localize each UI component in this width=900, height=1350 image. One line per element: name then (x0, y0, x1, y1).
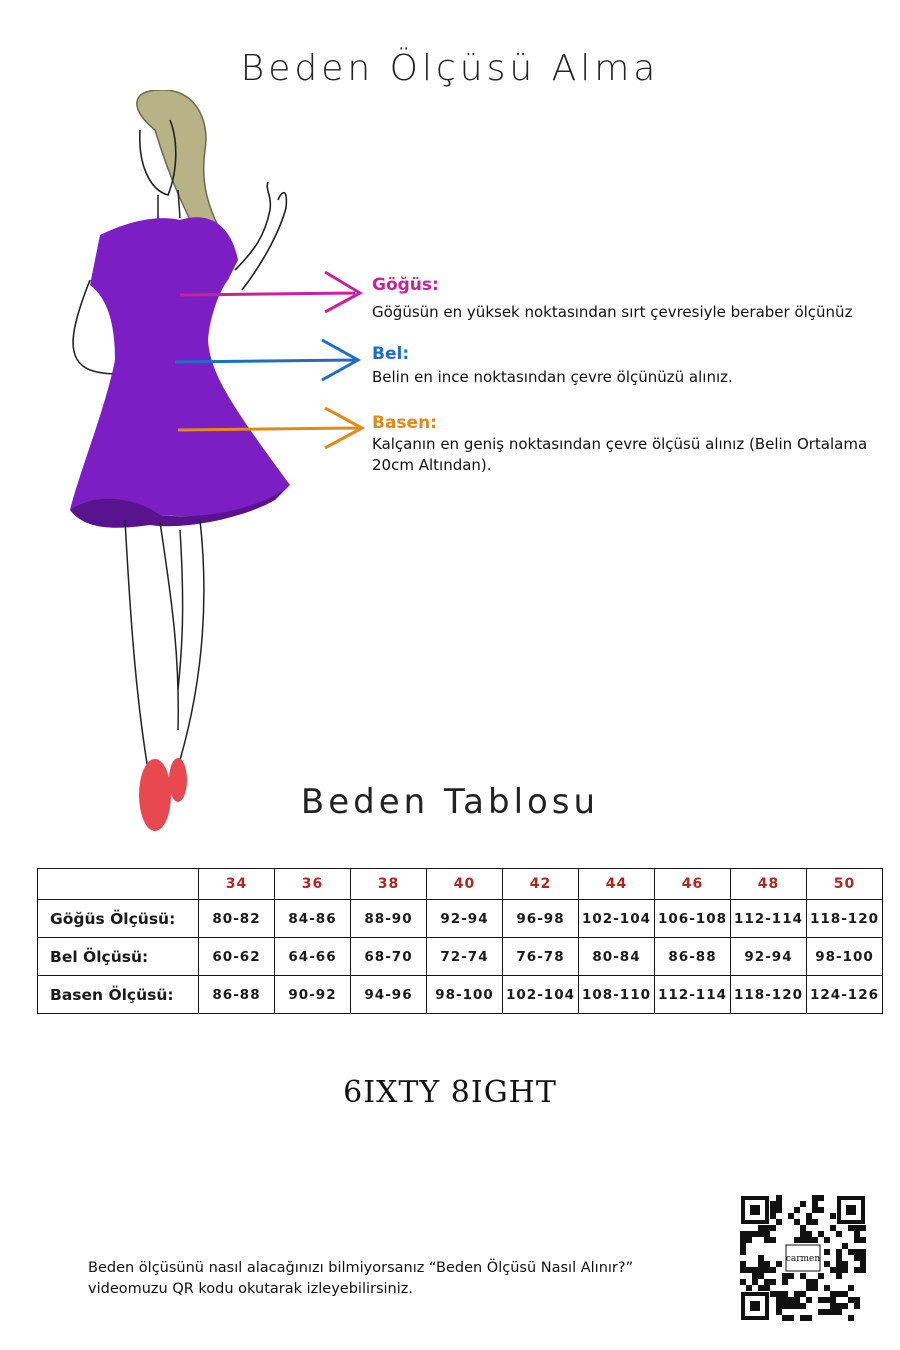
qr-module (764, 1267, 770, 1273)
qr-module (794, 1219, 800, 1225)
table-cell: 90-92 (275, 976, 351, 1014)
qr-module (800, 1237, 806, 1243)
qr-module (824, 1261, 830, 1267)
qr-module (752, 1279, 758, 1285)
table-cell: 60-62 (199, 938, 275, 976)
table-cell: 112-114 (655, 976, 731, 1014)
qr-module (848, 1249, 854, 1255)
qr-module (776, 1207, 782, 1213)
row-label: Bel Ölçüsü: (38, 938, 199, 976)
qr-module (788, 1297, 794, 1303)
qr-module (854, 1225, 860, 1231)
qr-module (842, 1243, 848, 1249)
qr-module (788, 1213, 794, 1219)
qr-module (830, 1291, 836, 1297)
qr-module (806, 1315, 812, 1321)
qr-module (836, 1273, 842, 1279)
qr-module (752, 1231, 758, 1237)
qr-module (788, 1315, 794, 1321)
qr-module (848, 1285, 854, 1291)
qr-module (758, 1267, 764, 1273)
qr-module (782, 1273, 788, 1279)
table-cell: 88-90 (351, 900, 427, 938)
qr-module (830, 1303, 836, 1309)
qr-module (836, 1267, 842, 1273)
page-title: Beden Ölçüsü Alma (240, 48, 660, 89)
qr-module (800, 1291, 806, 1297)
qr-module (740, 1267, 746, 1273)
qr-module (854, 1303, 860, 1309)
qr-module (764, 1231, 770, 1237)
qr-module (776, 1219, 782, 1225)
qr-module (776, 1309, 782, 1315)
qr-module (836, 1249, 842, 1255)
size-header-cell: 38 (351, 869, 427, 900)
table-row-hip (38, 976, 883, 1014)
qr-module (854, 1255, 860, 1261)
qr-module (746, 1285, 752, 1291)
qr-module (740, 1243, 746, 1249)
size-header-cell: 42 (503, 869, 579, 900)
row-label: Basen Ölçüsü: (38, 976, 199, 1014)
qr-module (836, 1231, 842, 1237)
footer-note (88, 1258, 688, 1300)
qr-module (830, 1225, 836, 1231)
table-cell: 96-98 (503, 900, 579, 938)
qr-module (800, 1231, 806, 1237)
qr-module (776, 1261, 782, 1267)
qr-module (776, 1303, 782, 1309)
table-cell: 108-110 (579, 976, 655, 1014)
qr-module (806, 1213, 812, 1219)
qr-module (770, 1225, 776, 1231)
qr-module (800, 1303, 806, 1309)
qr-module (824, 1249, 830, 1255)
table-cell: 102-104 (579, 900, 655, 938)
qr-module (806, 1231, 812, 1237)
row-label: Göğüs Ölçüsü: (38, 900, 199, 938)
qr-module (794, 1207, 800, 1213)
qr-module (800, 1201, 806, 1207)
qr-module (830, 1297, 836, 1303)
table-cell: 118-120 (807, 900, 883, 938)
qr-module (800, 1315, 806, 1321)
qr-module (854, 1297, 860, 1303)
qr-module (794, 1291, 800, 1297)
qr-module (752, 1273, 758, 1279)
qr-module (806, 1237, 812, 1243)
table-cell: 92-94 (427, 900, 503, 938)
qr-module (842, 1261, 848, 1267)
woman-illustration (60, 90, 380, 850)
qr-module (740, 1231, 746, 1237)
qr-module (800, 1273, 806, 1279)
qr-module (836, 1255, 842, 1261)
hip-description: Kalçanın en geniş noktasından çevre ölçüsü alınız (Belin Ortalama 20cm Altından). (372, 435, 868, 474)
size-header-cell: 34 (199, 869, 275, 900)
qr-module (848, 1297, 854, 1303)
size-table (37, 868, 883, 1014)
qr-module (770, 1267, 776, 1273)
qr-module (860, 1267, 866, 1273)
qr-module (740, 1249, 746, 1255)
qr-module (782, 1315, 788, 1321)
qr-module (776, 1297, 782, 1303)
hip-label: Basen: (372, 413, 437, 433)
qr-module (830, 1267, 836, 1273)
qr-module (776, 1291, 782, 1297)
qr-module (776, 1201, 782, 1207)
size-header-cell: 46 (655, 869, 731, 900)
qr-module (770, 1201, 776, 1207)
table-row-chest (38, 900, 883, 938)
table-row-waist (38, 938, 883, 976)
qr-module (818, 1309, 824, 1315)
qr-module (794, 1303, 800, 1309)
qr-module (770, 1279, 776, 1285)
hair-shape (137, 90, 220, 240)
table-cell: 112-114 (731, 900, 807, 938)
size-header-row (38, 869, 883, 900)
qr-module (860, 1249, 866, 1255)
qr-module (782, 1279, 788, 1285)
table-cell: 102-104 (503, 976, 579, 1014)
qr-module (830, 1213, 836, 1219)
qr-module (758, 1285, 764, 1291)
qr-module (848, 1315, 854, 1321)
qr-module (818, 1273, 824, 1279)
qr-code[interactable] (740, 1195, 866, 1321)
qr-module (770, 1213, 776, 1219)
qr-module (764, 1285, 770, 1291)
chest-description: Göğüsün en yüksek noktasından sırt çevresiyle beraber ölçünüz (372, 303, 853, 321)
qr-module (824, 1309, 830, 1315)
qr-module (830, 1309, 836, 1315)
qr-module (860, 1261, 866, 1267)
qr-module (842, 1267, 848, 1273)
qr-module (746, 1237, 752, 1243)
qr-module (770, 1237, 776, 1243)
qr-module (812, 1219, 818, 1225)
qr-module (746, 1231, 752, 1237)
qr-module (782, 1303, 788, 1309)
corner-cell (38, 869, 199, 900)
qr-module (758, 1225, 764, 1231)
qr-module (794, 1237, 800, 1243)
qr-module (818, 1231, 824, 1237)
qr-module (758, 1273, 764, 1279)
size-header-cell: 48 (731, 869, 807, 900)
qr-module (770, 1291, 776, 1297)
table-cell: 118-120 (731, 976, 807, 1014)
qr-module (782, 1297, 788, 1303)
waist-description: Belin en ince noktasından çevre ölçünüzü alınız. (372, 368, 733, 386)
qr-module (764, 1225, 770, 1231)
legs-outline (125, 520, 204, 770)
qr-module (818, 1297, 824, 1303)
qr-module (818, 1207, 824, 1213)
qr-module (806, 1297, 812, 1303)
table-cell: 92-94 (731, 938, 807, 976)
qr-module (788, 1303, 794, 1309)
footer-line-1: Beden ölçüsünü nasıl alacağınızı bilmiyorsanız “Beden Ölçüsü Nasıl Alınır?” (88, 1260, 634, 1276)
qr-module (812, 1285, 818, 1291)
qr-module (758, 1231, 764, 1237)
qr-module (764, 1237, 770, 1243)
qr-module (794, 1297, 800, 1303)
qr-module (812, 1237, 818, 1243)
qr-module (842, 1291, 848, 1297)
chest-label: Göğüs: (372, 275, 439, 295)
qr-module (758, 1261, 764, 1267)
qr-module (740, 1237, 746, 1243)
qr-module (776, 1195, 782, 1201)
qr-module (782, 1291, 788, 1297)
qr-module (854, 1231, 860, 1237)
qr-module (746, 1267, 752, 1273)
waist-label: Bel: (372, 344, 410, 364)
table-cell: 106-108 (655, 900, 731, 938)
qr-module (824, 1285, 830, 1291)
qr-module (836, 1291, 842, 1297)
qr-module (854, 1249, 860, 1255)
table-cell: 86-88 (655, 938, 731, 976)
qr-module (836, 1309, 842, 1315)
qr-module (854, 1237, 860, 1243)
qr-module (812, 1201, 818, 1207)
size-table-title: Beden Tablosu (300, 782, 600, 822)
qr-module (740, 1279, 746, 1285)
qr-module (806, 1285, 812, 1291)
qr-module (860, 1255, 866, 1261)
size-header-cell: 40 (427, 869, 503, 900)
qr-module (836, 1303, 842, 1309)
table-cell: 98-100 (807, 938, 883, 976)
size-header-cell: 36 (275, 869, 351, 900)
table-cell: 86-88 (199, 976, 275, 1014)
qr-module (770, 1207, 776, 1213)
qr-module (812, 1279, 818, 1285)
qr-module (764, 1279, 770, 1285)
qr-module (800, 1225, 806, 1231)
size-header-cell: 44 (579, 869, 655, 900)
qr-module (806, 1279, 812, 1285)
qr-center-logo: carmen (785, 1254, 821, 1264)
qr-module (836, 1261, 842, 1267)
qr-module (842, 1303, 848, 1309)
table-cell: 98-100 (427, 976, 503, 1014)
qr-module (854, 1267, 860, 1273)
qr-module (824, 1237, 830, 1243)
qr-module (848, 1225, 854, 1231)
qr-module (824, 1297, 830, 1303)
footer-line-2: videomuzu QR kodu okutarak izleyebilirsiniz. (88, 1281, 413, 1297)
right-arm-outline (235, 182, 286, 290)
qr-module (740, 1261, 746, 1267)
size-header-cell: 50 (807, 869, 883, 900)
qr-module (860, 1237, 866, 1243)
table-cell: 64-66 (275, 938, 351, 976)
qr-module (788, 1273, 794, 1279)
qr-module (764, 1261, 770, 1267)
table-cell: 84-86 (275, 900, 351, 938)
table-cell: 68-70 (351, 938, 427, 976)
table-cell: 80-82 (199, 900, 275, 938)
table-cell: 80-84 (579, 938, 655, 976)
qr-module (818, 1195, 824, 1201)
brand-logo: 6IXTY 8IGHT (343, 1075, 557, 1110)
table-cell: 124-126 (807, 976, 883, 1014)
table-cell: 94-96 (351, 976, 427, 1014)
qr-module (752, 1267, 758, 1273)
dress-shape (70, 217, 290, 516)
table-cell: 72-74 (427, 938, 503, 976)
qr-module (860, 1225, 866, 1231)
qr-module (812, 1195, 818, 1201)
qr-module (758, 1255, 764, 1261)
table-cell: 76-78 (503, 938, 579, 976)
qr-module (812, 1207, 818, 1213)
qr-module (806, 1219, 812, 1225)
